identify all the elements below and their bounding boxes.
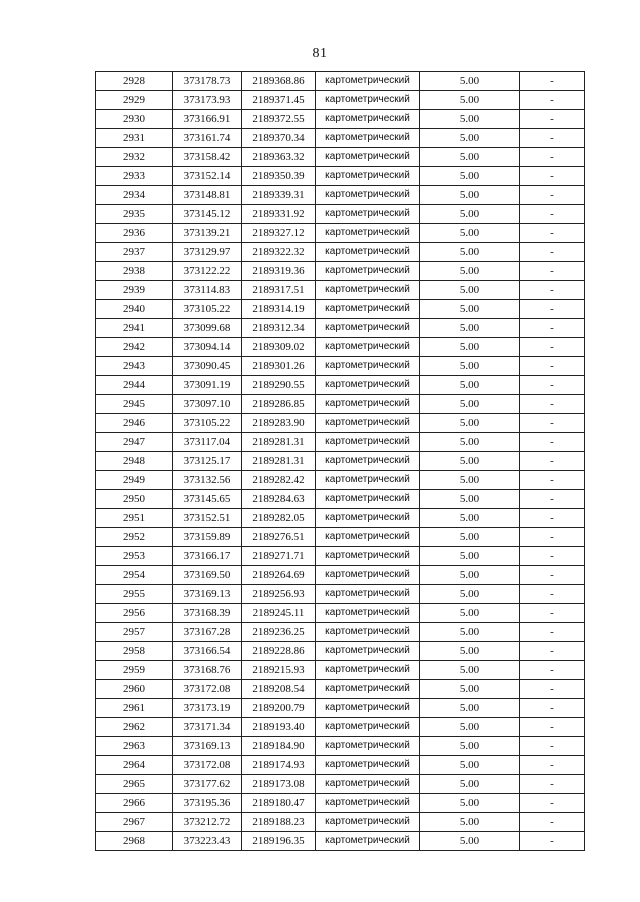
point-number-cell: 2967 — [96, 813, 173, 832]
accuracy-cell: 5.00 — [420, 281, 520, 300]
method-cell: картометрический — [316, 623, 420, 642]
accuracy-cell: 5.00 — [420, 547, 520, 566]
method-cell: картометрический — [316, 433, 420, 452]
x-coordinate-cell: 373161.74 — [173, 129, 242, 148]
table-row — [96, 91, 585, 110]
accuracy-cell: 5.00 — [420, 585, 520, 604]
accuracy-cell: 5.00 — [420, 338, 520, 357]
x-coordinate-cell: 373091.19 — [173, 376, 242, 395]
x-coordinate-cell: 373158.42 — [173, 148, 242, 167]
method-cell: картометрический — [316, 205, 420, 224]
x-coordinate-cell: 373114.83 — [173, 281, 242, 300]
table-row — [96, 243, 585, 262]
point-number-cell: 2940 — [96, 300, 173, 319]
note-cell: - — [520, 72, 585, 91]
accuracy-cell: 5.00 — [420, 490, 520, 509]
note-cell: - — [520, 186, 585, 205]
note-cell: - — [520, 281, 585, 300]
x-coordinate-cell: 373172.08 — [173, 680, 242, 699]
y-coordinate-cell: 2189286.85 — [242, 395, 316, 414]
method-cell: картометрический — [316, 604, 420, 623]
note-cell: - — [520, 756, 585, 775]
y-coordinate-cell: 2189301.26 — [242, 357, 316, 376]
method-cell: картометрический — [316, 680, 420, 699]
accuracy-cell: 5.00 — [420, 699, 520, 718]
method-cell: картометрический — [316, 376, 420, 395]
method-cell: картометрический — [316, 832, 420, 851]
accuracy-cell: 5.00 — [420, 395, 520, 414]
y-coordinate-cell: 2189208.54 — [242, 680, 316, 699]
coordinates-table-body — [96, 72, 585, 851]
note-cell: - — [520, 224, 585, 243]
note-cell: - — [520, 91, 585, 110]
point-number-cell: 2965 — [96, 775, 173, 794]
table-row — [96, 775, 585, 794]
y-coordinate-cell: 2189200.79 — [242, 699, 316, 718]
point-number-cell: 2950 — [96, 490, 173, 509]
y-coordinate-cell: 2189174.93 — [242, 756, 316, 775]
point-number-cell: 2946 — [96, 414, 173, 433]
x-coordinate-cell: 373132.56 — [173, 471, 242, 490]
y-coordinate-cell: 2189281.31 — [242, 452, 316, 471]
accuracy-cell: 5.00 — [420, 262, 520, 281]
table-row — [96, 262, 585, 281]
table-row — [96, 452, 585, 471]
method-cell: картометрический — [316, 547, 420, 566]
x-coordinate-cell: 373148.81 — [173, 186, 242, 205]
table-row — [96, 205, 585, 224]
x-coordinate-cell: 373094.14 — [173, 338, 242, 357]
point-number-cell: 2944 — [96, 376, 173, 395]
note-cell: - — [520, 357, 585, 376]
x-coordinate-cell: 373099.68 — [173, 319, 242, 338]
table-row — [96, 737, 585, 756]
point-number-cell: 2933 — [96, 167, 173, 186]
x-coordinate-cell: 373171.34 — [173, 718, 242, 737]
point-number-cell: 2938 — [96, 262, 173, 281]
note-cell: - — [520, 528, 585, 547]
y-coordinate-cell: 2189327.12 — [242, 224, 316, 243]
table-row — [96, 756, 585, 775]
accuracy-cell: 5.00 — [420, 167, 520, 186]
y-coordinate-cell: 2189188.23 — [242, 813, 316, 832]
point-number-cell: 2943 — [96, 357, 173, 376]
y-coordinate-cell: 2189245.11 — [242, 604, 316, 623]
y-coordinate-cell: 2189350.39 — [242, 167, 316, 186]
note-cell: - — [520, 414, 585, 433]
point-number-cell: 2948 — [96, 452, 173, 471]
note-cell: - — [520, 148, 585, 167]
x-coordinate-cell: 373178.73 — [173, 72, 242, 91]
x-coordinate-cell: 373125.17 — [173, 452, 242, 471]
accuracy-cell: 5.00 — [420, 148, 520, 167]
table-row — [96, 72, 585, 91]
y-coordinate-cell: 2189264.69 — [242, 566, 316, 585]
table-row — [96, 433, 585, 452]
table-row — [96, 699, 585, 718]
note-cell: - — [520, 395, 585, 414]
table-row — [96, 167, 585, 186]
accuracy-cell: 5.00 — [420, 186, 520, 205]
y-coordinate-cell: 2189271.71 — [242, 547, 316, 566]
y-coordinate-cell: 2189173.08 — [242, 775, 316, 794]
x-coordinate-cell: 373105.22 — [173, 300, 242, 319]
point-number-cell: 2928 — [96, 72, 173, 91]
note-cell: - — [520, 262, 585, 281]
note-cell: - — [520, 737, 585, 756]
x-coordinate-cell: 373168.76 — [173, 661, 242, 680]
note-cell: - — [520, 813, 585, 832]
point-number-cell: 2958 — [96, 642, 173, 661]
method-cell: картометрический — [316, 756, 420, 775]
x-coordinate-cell: 373090.45 — [173, 357, 242, 376]
table-row — [96, 414, 585, 433]
table-row — [96, 623, 585, 642]
accuracy-cell: 5.00 — [420, 794, 520, 813]
y-coordinate-cell: 2189283.90 — [242, 414, 316, 433]
x-coordinate-cell: 373212.72 — [173, 813, 242, 832]
note-cell: - — [520, 680, 585, 699]
x-coordinate-cell: 373195.36 — [173, 794, 242, 813]
table-row — [96, 395, 585, 414]
method-cell: картометрический — [316, 471, 420, 490]
method-cell: картометрический — [316, 718, 420, 737]
y-coordinate-cell: 2189309.02 — [242, 338, 316, 357]
x-coordinate-cell: 373166.91 — [173, 110, 242, 129]
method-cell: картометрический — [316, 585, 420, 604]
method-cell: картометрический — [316, 186, 420, 205]
accuracy-cell: 5.00 — [420, 775, 520, 794]
note-cell: - — [520, 832, 585, 851]
method-cell: картометрический — [316, 737, 420, 756]
method-cell: картометрический — [316, 338, 420, 357]
method-cell: картометрический — [316, 110, 420, 129]
accuracy-cell: 5.00 — [420, 528, 520, 547]
x-coordinate-cell: 373173.19 — [173, 699, 242, 718]
y-coordinate-cell: 2189236.25 — [242, 623, 316, 642]
method-cell: картометрический — [316, 357, 420, 376]
accuracy-cell: 5.00 — [420, 91, 520, 110]
note-cell: - — [520, 661, 585, 680]
method-cell: картометрический — [316, 300, 420, 319]
point-number-cell: 2954 — [96, 566, 173, 585]
y-coordinate-cell: 2189370.34 — [242, 129, 316, 148]
table-row — [96, 832, 585, 851]
x-coordinate-cell: 373177.62 — [173, 775, 242, 794]
point-number-cell: 2957 — [96, 623, 173, 642]
table-row — [96, 585, 585, 604]
note-cell: - — [520, 623, 585, 642]
note-cell: - — [520, 471, 585, 490]
method-cell: картометрический — [316, 566, 420, 585]
table-row — [96, 148, 585, 167]
note-cell: - — [520, 433, 585, 452]
method-cell: картометрический — [316, 72, 420, 91]
accuracy-cell: 5.00 — [420, 243, 520, 262]
table-row — [96, 661, 585, 680]
table-row — [96, 224, 585, 243]
note-cell: - — [520, 794, 585, 813]
point-number-cell: 2952 — [96, 528, 173, 547]
point-number-cell: 2936 — [96, 224, 173, 243]
accuracy-cell: 5.00 — [420, 661, 520, 680]
point-number-cell: 2962 — [96, 718, 173, 737]
y-coordinate-cell: 2189184.90 — [242, 737, 316, 756]
point-number-cell: 2934 — [96, 186, 173, 205]
x-coordinate-cell: 373139.21 — [173, 224, 242, 243]
note-cell: - — [520, 376, 585, 395]
method-cell: картометрический — [316, 642, 420, 661]
table-row — [96, 338, 585, 357]
point-number-cell: 2937 — [96, 243, 173, 262]
note-cell: - — [520, 110, 585, 129]
y-coordinate-cell: 2189363.32 — [242, 148, 316, 167]
x-coordinate-cell: 373169.50 — [173, 566, 242, 585]
point-number-cell: 2931 — [96, 129, 173, 148]
point-number-cell: 2935 — [96, 205, 173, 224]
note-cell: - — [520, 490, 585, 509]
x-coordinate-cell: 373117.04 — [173, 433, 242, 452]
method-cell: картометрический — [316, 490, 420, 509]
y-coordinate-cell: 2189290.55 — [242, 376, 316, 395]
table-row — [96, 547, 585, 566]
y-coordinate-cell: 2189193.40 — [242, 718, 316, 737]
method-cell: картометрический — [316, 813, 420, 832]
table-row — [96, 186, 585, 205]
y-coordinate-cell: 2189276.51 — [242, 528, 316, 547]
point-number-cell: 2963 — [96, 737, 173, 756]
note-cell: - — [520, 167, 585, 186]
method-cell: картометрический — [316, 699, 420, 718]
accuracy-cell: 5.00 — [420, 414, 520, 433]
method-cell: картометрический — [316, 243, 420, 262]
note-cell: - — [520, 129, 585, 148]
accuracy-cell: 5.00 — [420, 129, 520, 148]
point-number-cell: 2959 — [96, 661, 173, 680]
x-coordinate-cell: 373223.43 — [173, 832, 242, 851]
x-coordinate-cell: 373145.65 — [173, 490, 242, 509]
point-number-cell: 2949 — [96, 471, 173, 490]
note-cell: - — [520, 699, 585, 718]
note-cell: - — [520, 604, 585, 623]
y-coordinate-cell: 2189312.34 — [242, 319, 316, 338]
x-coordinate-cell: 373166.54 — [173, 642, 242, 661]
point-number-cell: 2955 — [96, 585, 173, 604]
point-number-cell: 2942 — [96, 338, 173, 357]
accuracy-cell: 5.00 — [420, 224, 520, 243]
accuracy-cell: 5.00 — [420, 433, 520, 452]
accuracy-cell: 5.00 — [420, 756, 520, 775]
note-cell: - — [520, 775, 585, 794]
note-cell: - — [520, 509, 585, 528]
table-row — [96, 110, 585, 129]
table-row — [96, 357, 585, 376]
accuracy-cell: 5.00 — [420, 813, 520, 832]
accuracy-cell: 5.00 — [420, 832, 520, 851]
method-cell: картометрический — [316, 775, 420, 794]
point-number-cell: 2929 — [96, 91, 173, 110]
accuracy-cell: 5.00 — [420, 319, 520, 338]
method-cell: картометрический — [316, 129, 420, 148]
note-cell: - — [520, 718, 585, 737]
y-coordinate-cell: 2189322.32 — [242, 243, 316, 262]
accuracy-cell: 5.00 — [420, 566, 520, 585]
table-row — [96, 129, 585, 148]
x-coordinate-cell: 373152.51 — [173, 509, 242, 528]
coordinates-table — [95, 71, 585, 851]
accuracy-cell: 5.00 — [420, 72, 520, 91]
x-coordinate-cell: 373173.93 — [173, 91, 242, 110]
y-coordinate-cell: 2189368.86 — [242, 72, 316, 91]
accuracy-cell: 5.00 — [420, 604, 520, 623]
note-cell: - — [520, 319, 585, 338]
y-coordinate-cell: 2189196.35 — [242, 832, 316, 851]
method-cell: картометрический — [316, 91, 420, 110]
y-coordinate-cell: 2189281.31 — [242, 433, 316, 452]
point-number-cell: 2939 — [96, 281, 173, 300]
accuracy-cell: 5.00 — [420, 471, 520, 490]
point-number-cell: 2964 — [96, 756, 173, 775]
method-cell: картометрический — [316, 281, 420, 300]
y-coordinate-cell: 2189372.55 — [242, 110, 316, 129]
x-coordinate-cell: 373166.17 — [173, 547, 242, 566]
method-cell: картометрический — [316, 794, 420, 813]
y-coordinate-cell: 2189215.93 — [242, 661, 316, 680]
accuracy-cell: 5.00 — [420, 110, 520, 129]
method-cell: картометрический — [316, 395, 420, 414]
accuracy-cell: 5.00 — [420, 205, 520, 224]
x-coordinate-cell: 373169.13 — [173, 737, 242, 756]
y-coordinate-cell: 2189371.45 — [242, 91, 316, 110]
note-cell: - — [520, 585, 585, 604]
accuracy-cell: 5.00 — [420, 642, 520, 661]
x-coordinate-cell: 373172.08 — [173, 756, 242, 775]
point-number-cell: 2956 — [96, 604, 173, 623]
accuracy-cell: 5.00 — [420, 509, 520, 528]
x-coordinate-cell: 373169.13 — [173, 585, 242, 604]
table-row — [96, 794, 585, 813]
x-coordinate-cell: 373145.12 — [173, 205, 242, 224]
x-coordinate-cell: 373129.97 — [173, 243, 242, 262]
y-coordinate-cell: 2189317.51 — [242, 281, 316, 300]
x-coordinate-cell: 373105.22 — [173, 414, 242, 433]
y-coordinate-cell: 2189319.36 — [242, 262, 316, 281]
method-cell: картометрический — [316, 414, 420, 433]
point-number-cell: 2947 — [96, 433, 173, 452]
table-row — [96, 509, 585, 528]
table-row — [96, 528, 585, 547]
y-coordinate-cell: 2189180.47 — [242, 794, 316, 813]
y-coordinate-cell: 2189314.19 — [242, 300, 316, 319]
point-number-cell: 2960 — [96, 680, 173, 699]
y-coordinate-cell: 2189228.86 — [242, 642, 316, 661]
x-coordinate-cell: 373097.10 — [173, 395, 242, 414]
method-cell: картометрический — [316, 452, 420, 471]
method-cell: картометрический — [316, 167, 420, 186]
table-row — [96, 319, 585, 338]
table-row — [96, 642, 585, 661]
point-number-cell: 2945 — [96, 395, 173, 414]
y-coordinate-cell: 2189339.31 — [242, 186, 316, 205]
x-coordinate-cell: 373167.28 — [173, 623, 242, 642]
accuracy-cell: 5.00 — [420, 452, 520, 471]
point-number-cell: 2930 — [96, 110, 173, 129]
method-cell: картометрический — [316, 224, 420, 243]
note-cell: - — [520, 243, 585, 262]
accuracy-cell: 5.00 — [420, 376, 520, 395]
method-cell: картометрический — [316, 661, 420, 680]
y-coordinate-cell: 2189282.42 — [242, 471, 316, 490]
y-coordinate-cell: 2189256.93 — [242, 585, 316, 604]
accuracy-cell: 5.00 — [420, 300, 520, 319]
table-row — [96, 718, 585, 737]
table-row — [96, 566, 585, 585]
table-row — [96, 281, 585, 300]
point-number-cell: 2966 — [96, 794, 173, 813]
x-coordinate-cell: 373159.89 — [173, 528, 242, 547]
accuracy-cell: 5.00 — [420, 680, 520, 699]
method-cell: картометрический — [316, 319, 420, 338]
table-row — [96, 376, 585, 395]
y-coordinate-cell: 2189284.63 — [242, 490, 316, 509]
point-number-cell: 2941 — [96, 319, 173, 338]
table-row — [96, 300, 585, 319]
accuracy-cell: 5.00 — [420, 737, 520, 756]
x-coordinate-cell: 373152.14 — [173, 167, 242, 186]
note-cell: - — [520, 566, 585, 585]
note-cell: - — [520, 642, 585, 661]
accuracy-cell: 5.00 — [420, 718, 520, 737]
note-cell: - — [520, 300, 585, 319]
note-cell: - — [520, 205, 585, 224]
y-coordinate-cell: 2189282.05 — [242, 509, 316, 528]
note-cell: - — [520, 547, 585, 566]
table-row — [96, 490, 585, 509]
method-cell: картометрический — [316, 148, 420, 167]
x-coordinate-cell: 373168.39 — [173, 604, 242, 623]
point-number-cell: 2951 — [96, 509, 173, 528]
table-row — [96, 604, 585, 623]
x-coordinate-cell: 373122.22 — [173, 262, 242, 281]
y-coordinate-cell: 2189331.92 — [242, 205, 316, 224]
note-cell: - — [520, 452, 585, 471]
accuracy-cell: 5.00 — [420, 623, 520, 642]
table-row — [96, 813, 585, 832]
method-cell: картометрический — [316, 509, 420, 528]
point-number-cell: 2932 — [96, 148, 173, 167]
method-cell: картометрический — [316, 262, 420, 281]
point-number-cell: 2961 — [96, 699, 173, 718]
page-number: 81 — [312, 46, 328, 61]
point-number-cell: 2968 — [96, 832, 173, 851]
accuracy-cell: 5.00 — [420, 357, 520, 376]
table-row — [96, 680, 585, 699]
note-cell: - — [520, 338, 585, 357]
method-cell: картометрический — [316, 528, 420, 547]
table-row — [96, 471, 585, 490]
point-number-cell: 2953 — [96, 547, 173, 566]
